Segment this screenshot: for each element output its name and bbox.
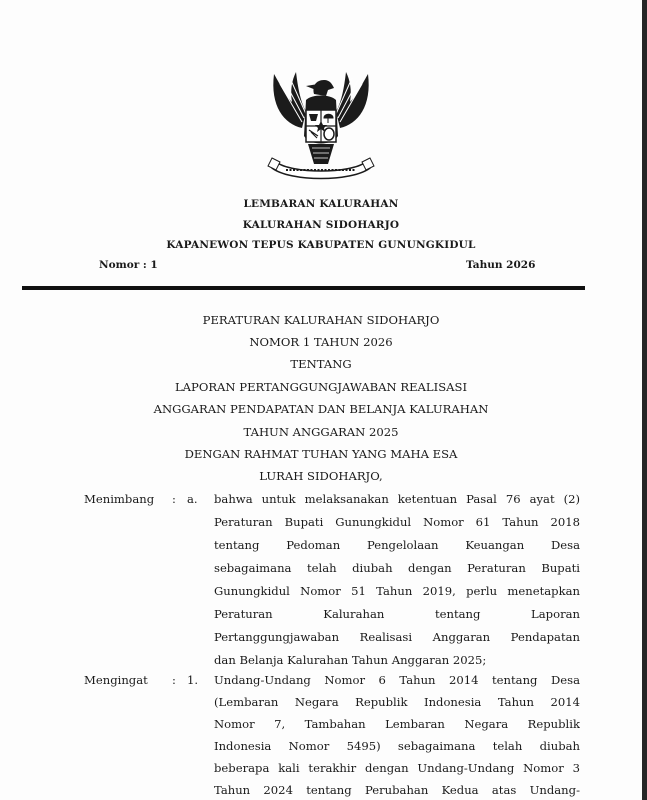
menimbang-number: a. [187,492,198,506]
paragraph-line: dan Belanja Kalurahan Tahun Anggaran 2025; [214,653,487,667]
paragraph-line: tentang Pedoman Pengelolaan Keuangan Desa [214,538,580,552]
paragraph-line: Gunungkidul Nomor 51 Tahun 2019, perlu menetapkan [214,584,580,598]
paragraph-line: Indonesia Nomor 5495) sebagaimana telah diubah [214,739,580,753]
title-line: TAHUN ANGGARAN 2025 [243,425,399,439]
paragraph-line: Nomor 7, Tambahan Lembaran Negara Republik [214,717,580,731]
header-line-2: KALURAHAN SIDOHARJO [242,219,400,231]
page-edge-scrollbar[interactable] [642,0,647,800]
header-divider [22,286,585,290]
header-line-3: KAPANEWON TEPUS KABUPATEN GUNUNGKIDUL [166,239,476,251]
paragraph-line: Tahun 2024 tentang Perubahan Kedua atas Undang- [214,783,580,797]
paragraph-line: beberapa kali terakhir dengan Undang-Undang Nomor 3 [214,761,580,775]
mengingat-colon: : [172,673,176,687]
title-line: PERATURAN KALURAHAN SIDOHARJO [202,313,440,327]
menimbang-label: Menimbang [84,492,155,506]
paragraph-line: bahwa untuk melaksanakan ketentuan Pasal 76 ayat (2) [214,492,580,506]
paragraph-line: Undang-Undang Nomor 6 Tahun 2014 tentang Desa [214,673,580,687]
header-tahun: Tahun 2026 [466,259,536,271]
title-line: LURAH SIDOHARJO, [259,469,383,483]
title-line: DENGAN RAHMAT TUHAN YANG MAHA ESA [184,447,458,461]
title-line: ANGGARAN PENDAPATAN DAN BELANJA KALURAHAN [153,402,489,416]
title-line: LAPORAN PERTANGGUNGJAWABAN REALISASI [174,380,468,394]
title-line: NOMOR 1 TAHUN 2026 [249,335,393,349]
title-line: TENTANG [290,357,352,371]
header-line-1: LEMBARAN KALURAHAN [243,198,399,210]
paragraph-line: Pertanggungjawaban Realisasi Anggaran Pendapatan [214,630,580,644]
garuda-emblem-icon [262,66,380,188]
mengingat-number: 1. [187,673,199,687]
paragraph-line: (Lembaran Negara Republik Indonesia Tahun 2014 [214,695,580,709]
paragraph-line: sebagaimana telah diubah dengan Peraturan Bupati [214,561,580,575]
mengingat-label: Mengingat [84,673,148,687]
paragraph-line: Peraturan Bupati Gunungkidul Nomor 61 Tahun 2018 [214,515,580,529]
header-nomor: Nomor : 1 [99,259,158,271]
paragraph-line: Peraturan Kalurahan tentang Laporan [214,607,580,621]
menimbang-colon: : [172,492,176,506]
